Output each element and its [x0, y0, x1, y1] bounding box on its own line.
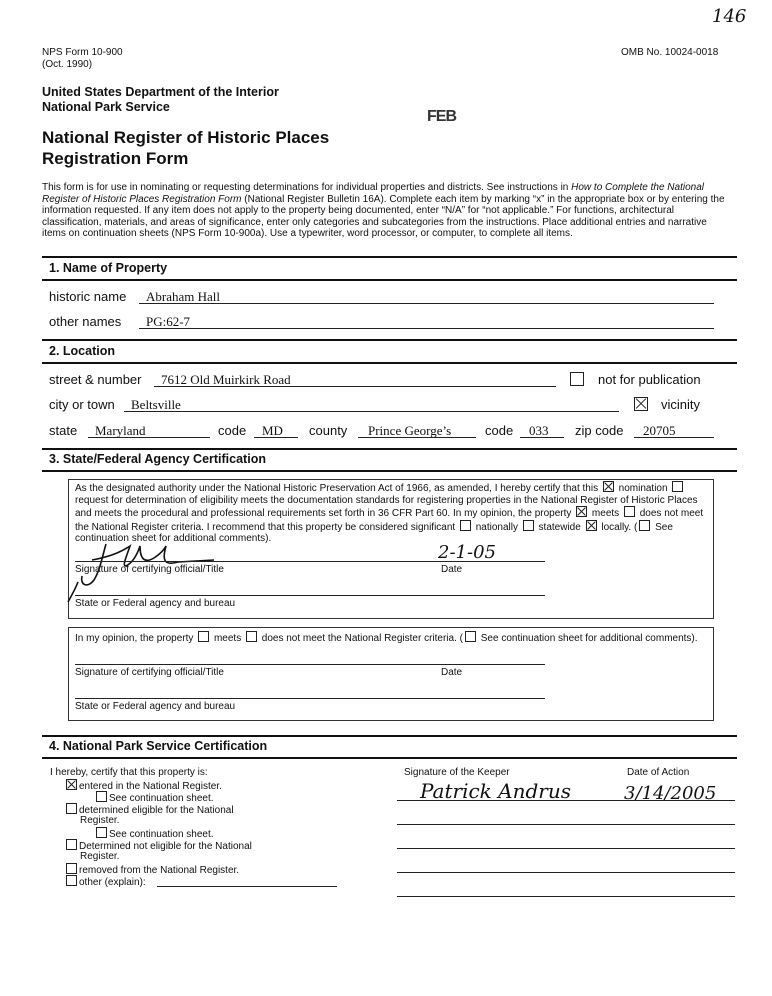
- nps-item-entered: entered in the National Register.: [64, 779, 222, 793]
- opinion-does-not-meet-checkbox[interactable]: [246, 631, 257, 642]
- street-label: street & number: [49, 372, 142, 387]
- page-subtitle: Registration Form: [42, 149, 189, 168]
- agency-bureau-label-2: State or Federal agency and bureau: [75, 701, 236, 712]
- opinion-continuation-checkbox[interactable]: [465, 631, 476, 642]
- state-code-label: code: [218, 423, 247, 438]
- nationally-checkbox[interactable]: [460, 520, 471, 531]
- does-not-meet-checkbox[interactable]: [624, 506, 635, 517]
- opinion-meets-checkbox[interactable]: [198, 631, 209, 642]
- vicinity-checkbox[interactable]: [634, 397, 648, 411]
- entered-checkbox[interactable]: [66, 779, 77, 790]
- date-label-2: Date: [441, 667, 463, 678]
- keeper-signature-label: Signature of the Keeper: [404, 767, 510, 778]
- state-label: state: [49, 423, 78, 438]
- county-label: county: [309, 423, 348, 438]
- other-names-label: other names: [49, 314, 122, 329]
- eligible-checkbox[interactable]: [66, 803, 77, 814]
- nps-item-removed: removed from the National Register.: [64, 863, 239, 877]
- removed-checkbox[interactable]: [66, 863, 77, 874]
- form-date: (Oct. 1990): [42, 59, 93, 70]
- not-eligible-checkbox[interactable]: [66, 839, 77, 850]
- nomination-checkbox[interactable]: [603, 481, 614, 492]
- meets-checkbox[interactable]: [576, 506, 587, 517]
- county-code-value: 033: [529, 423, 549, 438]
- section-4-heading: 4. National Park Service Certification: [49, 739, 268, 753]
- instructions: This form is for use in nominating or requesting determinations for individual properties and districts. See instructions in How to Complete the National Register of Historic Places Registration Form (National Register Bulletin 16A). Complete each item by marking “x” in the appropriate box or by entering the information requested. If any item does not apply to the property being documented, enter “N/A” for “not applicable.” For functions, architectural classification, materials, and areas of significance, enter only categories and subcategories from the instructions. Place additional entries and narrative items on continuation sheets (NPS Form 10-900a). Use a typewriter, word processor, or computer, to complete all items.: [42, 182, 725, 239]
- city-value: Beltsville: [131, 397, 181, 412]
- section-3-heading: 3. State/Federal Agency Certification: [49, 452, 266, 466]
- opinion-text: In my opinion, the property meets does not meet the National Register criteria. ( See continuation sheet for additional comments).: [75, 633, 698, 644]
- locally-checkbox[interactable]: [586, 520, 597, 531]
- not-for-publication-label: not for publication: [598, 372, 701, 387]
- signature-label: Signature of certifying official/Title: [75, 564, 224, 575]
- received-stamp: FEB: [427, 108, 456, 125]
- keeper-signature: Patrick Andrus: [420, 779, 571, 803]
- handwritten-page-number: 146: [712, 6, 747, 27]
- nps-item-eligible: determined eligible for the National: [64, 803, 234, 817]
- historic-name-label: historic name: [49, 289, 127, 304]
- agency-name: National Park Service: [42, 100, 170, 114]
- state-value: Maryland: [95, 423, 146, 438]
- certification-date: 2-1-05: [438, 542, 496, 563]
- date-of-action-label: Date of Action: [627, 767, 690, 778]
- not-for-publication-checkbox[interactable]: [570, 372, 584, 386]
- street-value: 7612 Old Muirkirk Road: [161, 372, 291, 387]
- city-label: city or town: [49, 397, 115, 412]
- certification-text: As the designated authority under the National Historic Preservation Act of 1966, as amended, I hereby certify that this nomination request for determination of eligibility meets the documentation standards for registering properties in the National Register of Historic Places and meets the procedural and professional requirements set forth in 36 CFR Part 60. In my opinion, the property meets does not meet the National Register criteria. I recommend that this property be considered significant nationally statewide locally. ( See continuation sheet for additional comments).: [75, 483, 704, 544]
- date-label: Date: [441, 564, 463, 575]
- nps-item-eligible-cont: Register.: [80, 815, 120, 826]
- nps-cert-intro: I hereby, certify that this property is:: [50, 767, 208, 778]
- nps-item-continuation-2: See continuation sheet.: [94, 827, 214, 841]
- department-name: United States Department of the Interior: [42, 85, 279, 99]
- zip-value: 20705: [643, 423, 676, 438]
- statewide-checkbox[interactable]: [523, 520, 534, 531]
- other-checkbox[interactable]: [66, 875, 77, 886]
- section-2-heading: 2. Location: [49, 344, 115, 358]
- request-checkbox[interactable]: [672, 481, 683, 492]
- historic-name-value: Abraham Hall: [146, 289, 221, 304]
- continuation-2-checkbox[interactable]: [96, 827, 107, 838]
- agency-bureau-label: State or Federal agency and bureau: [75, 598, 236, 609]
- nps-item-not-eligible-cont: Register.: [80, 851, 120, 862]
- nps-item-continuation-1: See continuation sheet.: [94, 791, 214, 805]
- continuation-checkbox[interactable]: [639, 520, 650, 531]
- page-title: National Register of Historic Places: [42, 128, 330, 147]
- signature-label-2: Signature of certifying official/Title: [75, 667, 224, 678]
- nps-item-other: other (explain):: [64, 875, 146, 889]
- state-code-value: MD: [262, 423, 283, 438]
- county-value: Prince George’s: [368, 423, 452, 438]
- omb-number: OMB No. 10024-0018: [621, 47, 719, 58]
- vicinity-label: vicinity: [661, 397, 701, 412]
- section-1-heading: 1. Name of Property: [49, 261, 168, 275]
- nps-item-not-eligible: Determined not eligible for the National: [64, 839, 252, 853]
- other-names-value: PG:62-7: [146, 314, 191, 329]
- date-of-action: 3/14/2005: [624, 783, 717, 804]
- zip-label: zip code: [575, 423, 624, 438]
- form-id: NPS Form 10-900: [42, 47, 123, 58]
- county-code-label: code: [485, 423, 514, 438]
- continuation-1-checkbox[interactable]: [96, 791, 107, 802]
